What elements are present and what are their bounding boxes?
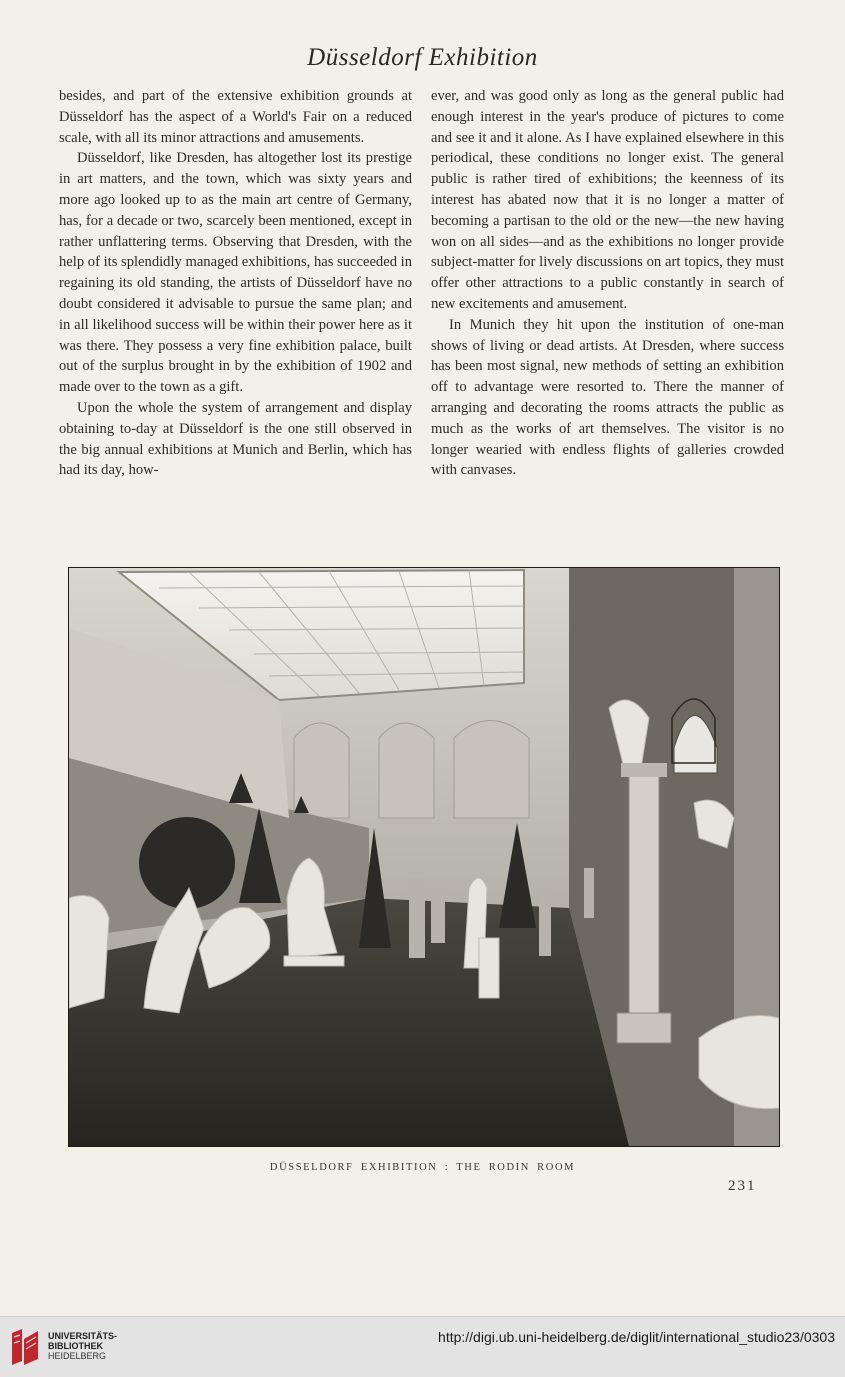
heidelberg-library-logo-icon[interactable] <box>8 1325 42 1369</box>
library-name-line-3: HEIDELBERG <box>48 1351 107 1361</box>
left-text-column <box>59 86 412 481</box>
photo-caption: DÜSSELDORF EXHIBITION : THE RODIN ROOM <box>269 1162 576 1173</box>
source-url-link[interactable]: http://digi.ub.uni-heidelberg.de/diglit/international_studio23/0303 <box>438 1329 835 1345</box>
running-title: Düsseldorf Exhibition <box>307 44 538 71</box>
right-paragraph-1: ever, and was good only as long as the general public had enough interest in the year's produce of pictures to come and see it and it alone. As I have explained elsewhere in this periodical, these conditions no longer exist. The general public is rather tired of exhibitions; the keenness of its interest has abated now that it is no longer a matter of becoming a partisan to the old or the new—the new having won on all sides—and as the exhibitions no longer provide subject-matter for lively discussions on art topics, they must offer other attractions to a public constantly in search of new excitements and amusement. <box>431 88 784 312</box>
rodin-room-photograph <box>68 567 780 1147</box>
left-paragraph-1: besides, and part of the extensive exhibition grounds at Düsseldorf has the aspect of a World's Fair on a reduced scale, with all its minor attractions and amusements. <box>59 88 412 146</box>
digital-library-footer <box>0 1316 845 1377</box>
library-name <box>48 1331 117 1361</box>
left-paragraph-3: Upon the whole the system of arrangement and display obtaining to-day at Düsseldorf is the one still observed in the big annual exhibitions at Munich and Berlin, which has had its day, how- <box>59 399 412 479</box>
library-name-line-2: BIBLIOTHEK <box>48 1341 103 1351</box>
library-name-line-1: UNIVERSITÄTS- <box>48 1331 118 1341</box>
right-text-column <box>431 86 784 481</box>
right-paragraph-2: In Munich they hit upon the institution of one-man shows of living or dead artists. At Dresden, where success has been most signal, new methods of setting an exhibition off to advantage were resorted to. There the manner of arranging and decorating the rooms attracts the public as much as the works of art themselves. The visitor is no longer wearied with endless flights of galleries crowded with canvases. <box>431 316 784 479</box>
page-number: 231 <box>728 1178 757 1194</box>
left-paragraph-2: Düsseldorf, like Dresden, has altogether lost its prestige in art matters, and the town, which was sixty years and more ago looked up to as the main art centre of Germany, has, for a decade or two, scarcely been mentioned, except in rather unflattering terms. Observing that Dresden, with the help of its splendidly managed exhibitions, has succeeded in regaining its old standing, the artists of Düsseldorf have no doubt considered it advisable to pursue the same plan; and in all likelihood success will be within their power here as it was there. They possess a very fine exhibition palace, built out of the surplus brought in by the exhibition of 1902 and made over to the town as a gift. <box>59 150 413 396</box>
